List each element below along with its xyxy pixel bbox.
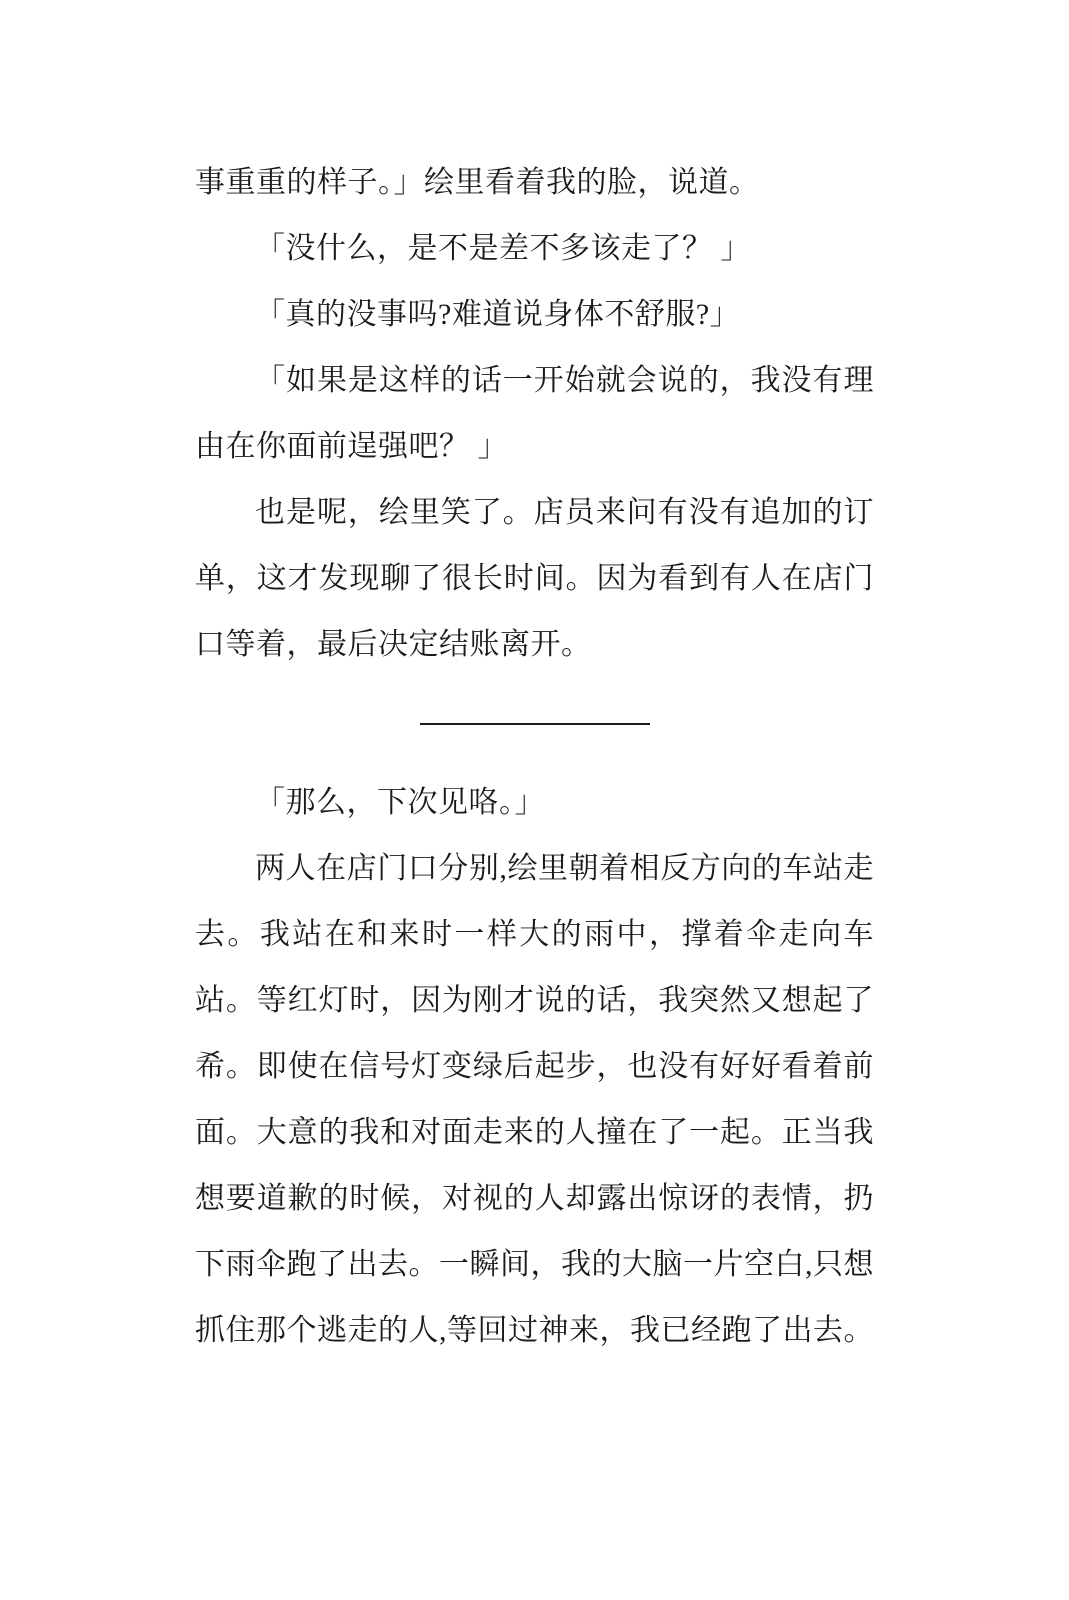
section-one [195, 150, 874, 678]
scene-break-rule [420, 723, 650, 725]
dialogue-line-1: 「没什么，是不是差不多该走了？ 」 [255, 232, 751, 265]
narration-paragraph-1: 也是呢，绘里笑了。店员来问有没有追加的订单，这才发现聊了很长时间。因为看到有人在店门口等着，最后决定结账离开。 [195, 496, 874, 661]
paragraph-continuation: 事重重的样子。」绘里看着我的脸，说道。 [195, 166, 760, 199]
dialogue-line-4: 「那么，下次见咯。」 [255, 786, 545, 819]
section-two [195, 770, 874, 1364]
dialogue-line-2: 「真的没事吗?难道说身体不舒服?」 [255, 298, 741, 331]
narration-paragraph-2: 两人在店门口分别,绘里朝着相反方向的车站走去。我站在和来时一样大的雨中，撑着伞走向车站。等红灯时，因为刚才说的话，我突然又想起了希。即使在信号灯变绿后起步，也没有好好看着前面。大意的我和对面走来的人撞在了一起。正当我想要道歉的时候，对视的人却露出惊讶的表情，扔下雨伞跑了出去。一瞬间，我的大脑一片空白,只想抓住那个逃走的人,等回过神来，我已经跑了出去。 [195, 852, 874, 1347]
scene-break [195, 678, 874, 770]
dialogue-line-3: 「如果是这样的话一开始就会说的，我没有理由在你面前逞强吧？ 」 [195, 364, 874, 463]
